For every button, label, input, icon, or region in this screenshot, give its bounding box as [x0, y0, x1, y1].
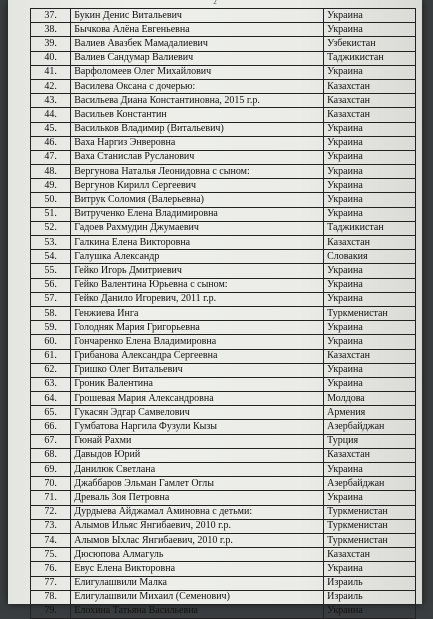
country-name: Казахстан	[324, 448, 416, 462]
row-number: 72.	[31, 505, 71, 519]
row-number: 67.	[31, 434, 71, 448]
row-number: 38.	[31, 23, 71, 37]
table-row	[31, 150, 416, 164]
table-row	[31, 548, 416, 562]
country-name: Украина	[324, 463, 416, 477]
person-name: Генжиева Инга	[71, 306, 324, 320]
table-row	[31, 519, 416, 533]
row-number: 65.	[31, 406, 71, 420]
table-row	[31, 278, 416, 292]
table-row	[31, 236, 416, 250]
table-row	[31, 363, 416, 377]
row-number: 66.	[31, 420, 71, 434]
country-name: Азербайджан	[324, 420, 416, 434]
table-row	[31, 51, 416, 65]
country-name: Казахстан	[324, 548, 416, 562]
person-name: Елигулашвили Михаил (Семенович)	[71, 590, 324, 604]
table-row	[31, 264, 416, 278]
country-name: Украина	[324, 321, 416, 335]
country-name: Украина	[324, 23, 416, 37]
person-name: Гейко Игорь Дмитриевич	[71, 264, 324, 278]
country-name: Туркменистан	[324, 306, 416, 320]
table-row	[31, 9, 416, 23]
table-row	[31, 463, 416, 477]
table-row	[31, 108, 416, 122]
row-number: 73.	[31, 519, 71, 533]
country-name: Туркменистан	[324, 519, 416, 533]
row-number: 77.	[31, 576, 71, 590]
person-name: Вергунов Кирилл Сергеевич	[71, 179, 324, 193]
country-name: Украина	[324, 278, 416, 292]
person-name: Данилюк Светлана	[71, 463, 324, 477]
table-row	[31, 562, 416, 576]
country-name: Украина	[324, 335, 416, 349]
country-name: Казахстан	[324, 349, 416, 363]
country-name: Украина	[324, 264, 416, 278]
country-name: Украина	[324, 193, 416, 207]
row-number: 46.	[31, 136, 71, 150]
row-number: 51.	[31, 207, 71, 221]
country-name: Украина	[324, 377, 416, 391]
person-name: Витрученко Елена Владимировна	[71, 207, 324, 221]
row-number: 61.	[31, 349, 71, 363]
country-name: Словакия	[324, 250, 416, 264]
country-name: Украина	[324, 65, 416, 79]
row-number: 71.	[31, 491, 71, 505]
person-name: Васильев Константин	[71, 108, 324, 122]
person-name: Василева Оксана с дочерью:	[71, 79, 324, 93]
table-row	[31, 420, 416, 434]
table-row	[31, 23, 416, 37]
person-name: Гришко Олег Витальевич	[71, 363, 324, 377]
row-number: 62.	[31, 363, 71, 377]
table-row	[31, 193, 416, 207]
person-name: Гроник Валентина	[71, 377, 324, 391]
row-number: 47.	[31, 150, 71, 164]
person-name: Гадоев Рахмудин Джумаевич	[71, 221, 324, 235]
row-number: 39.	[31, 37, 71, 51]
row-number: 69.	[31, 463, 71, 477]
row-number: 37.	[31, 9, 71, 23]
table-row	[31, 491, 416, 505]
row-number: 40.	[31, 51, 71, 65]
person-name: Вергунова Наталья Леонидовна с сыном:	[71, 165, 324, 179]
person-name: Елохина Татьяна Васильевна	[71, 604, 324, 618]
person-name: Бычкова Алёна Евгеньевна	[71, 23, 324, 37]
country-name: Туркменистан	[324, 505, 416, 519]
row-number: 42.	[31, 79, 71, 93]
person-name: Давыдов Юрий	[71, 448, 324, 462]
country-name: Украина	[324, 292, 416, 306]
person-name: Галушка Александр	[71, 250, 324, 264]
country-name: Украина	[324, 150, 416, 164]
row-number: 56.	[31, 278, 71, 292]
row-number: 52.	[31, 221, 71, 235]
row-number: 68.	[31, 448, 71, 462]
person-name: Алымов Ильяс Янгибаевич, 2010 г.р.	[71, 519, 324, 533]
row-number: 41.	[31, 65, 71, 79]
person-name: Грошевая Мария Александровна	[71, 392, 324, 406]
person-name: Васильков Владимир (Витальевич)	[71, 122, 324, 136]
person-name: Ваха Наргиз Энверовна	[71, 136, 324, 150]
person-name: Гюнай Рахми	[71, 434, 324, 448]
person-name: Дурдыева Айджамал Аминовна с детьми:	[71, 505, 324, 519]
table-row	[31, 65, 416, 79]
table-row	[31, 377, 416, 391]
country-name: Туркменистан	[324, 533, 416, 547]
person-name: Гончаренко Елена Владимировна	[71, 335, 324, 349]
row-number: 60.	[31, 335, 71, 349]
table-row	[31, 434, 416, 448]
person-name: Гукасян Эдгар Самвелович	[71, 406, 324, 420]
row-number: 43.	[31, 94, 71, 108]
row-number: 48.	[31, 165, 71, 179]
country-name: Таджикистан	[324, 221, 416, 235]
country-name: Украина	[324, 136, 416, 150]
row-number: 79.	[31, 604, 71, 618]
table-row	[31, 406, 416, 420]
country-name: Казахстан	[324, 236, 416, 250]
page-number: 2	[213, 0, 217, 6]
table-row	[31, 250, 416, 264]
row-number: 49.	[31, 179, 71, 193]
country-name: Украина	[324, 491, 416, 505]
person-name: Васильева Диана Константиновна, 2015 г.р.	[71, 94, 324, 108]
table-row	[31, 349, 416, 363]
row-number: 57.	[31, 292, 71, 306]
row-number: 70.	[31, 477, 71, 491]
table-row	[31, 79, 416, 93]
document-page	[8, 0, 422, 617]
country-name: Израиль	[324, 590, 416, 604]
table-row	[31, 335, 416, 349]
person-name: Ваха Станислав Русланович	[71, 150, 324, 164]
country-name: Украина	[324, 122, 416, 136]
table-row	[31, 392, 416, 406]
table-row	[31, 576, 416, 590]
table-row	[31, 165, 416, 179]
row-number: 64.	[31, 392, 71, 406]
table-row	[31, 306, 416, 320]
person-name: Витрук Соломия (Валерьевна)	[71, 193, 324, 207]
table-row	[31, 321, 416, 335]
country-name: Украина	[324, 207, 416, 221]
person-name: Дюсюпова Алмагуль	[71, 548, 324, 562]
table-row	[31, 505, 416, 519]
country-name: Казахстан	[324, 108, 416, 122]
table-row	[31, 179, 416, 193]
country-name: Украина	[324, 363, 416, 377]
person-name: Голодняк Мария Григорьевна	[71, 321, 324, 335]
row-number: 74.	[31, 533, 71, 547]
person-name: Гейко Данило Игоревич, 2011 г.р.	[71, 292, 324, 306]
country-name: Украина	[324, 165, 416, 179]
person-name: Древаль Зоя Петровна	[71, 491, 324, 505]
row-number: 59.	[31, 321, 71, 335]
table-row	[31, 37, 416, 51]
country-name: Молдова	[324, 392, 416, 406]
table-row	[31, 221, 416, 235]
person-name: Галкина Елена Викторовна	[71, 236, 324, 250]
row-number: 55.	[31, 264, 71, 278]
row-number: 76.	[31, 562, 71, 576]
table-row	[31, 122, 416, 136]
row-number: 58.	[31, 306, 71, 320]
row-number: 44.	[31, 108, 71, 122]
person-name: Грибанова Александра Сергеевна	[71, 349, 324, 363]
country-name: Израиль	[324, 576, 416, 590]
row-number: 54.	[31, 250, 71, 264]
person-name: Евус Елена Викторовна	[71, 562, 324, 576]
country-name: Азербайджан	[324, 477, 416, 491]
row-number: 45.	[31, 122, 71, 136]
country-name: Украина	[324, 9, 416, 23]
country-name: Украина	[324, 179, 416, 193]
row-number: 50.	[31, 193, 71, 207]
table-row	[31, 207, 416, 221]
roster-table-body	[31, 9, 416, 619]
table-row	[31, 292, 416, 306]
row-number: 78.	[31, 590, 71, 604]
table-row	[31, 448, 416, 462]
person-name: Джаббаров Эльман Гамлет Оглы	[71, 477, 324, 491]
row-number: 53.	[31, 236, 71, 250]
country-name: Таджикистан	[324, 51, 416, 65]
table-row	[31, 533, 416, 547]
table-row	[31, 604, 416, 618]
person-name: Гейко Валентина Юрьевна с сыном:	[71, 278, 324, 292]
country-name: Турция	[324, 434, 416, 448]
country-name: Узбекистан	[324, 37, 416, 51]
country-name: Казахстан	[324, 79, 416, 93]
country-name: Украина	[324, 604, 416, 618]
person-name: Валиев Сандумар Валиевич	[71, 51, 324, 65]
person-name: Гумбатова Наргила Фузули Кызы	[71, 420, 324, 434]
row-number: 63.	[31, 377, 71, 391]
table-row	[31, 590, 416, 604]
person-name: Елигулашвили Малка	[71, 576, 324, 590]
roster-table	[30, 8, 416, 619]
row-number: 75.	[31, 548, 71, 562]
person-name: Букин Денис Витальевич	[71, 9, 324, 23]
table-row	[31, 94, 416, 108]
person-name: Варфоломеев Олег Михайлович	[71, 65, 324, 79]
person-name: Валиев Авазбек Мамадалиевич	[71, 37, 324, 51]
country-name: Казахстан	[324, 94, 416, 108]
country-name: Украина	[324, 562, 416, 576]
table-row	[31, 477, 416, 491]
table-row	[31, 136, 416, 150]
person-name: Алымов Ыхлас Янгибаевич, 2010 г.р.	[71, 533, 324, 547]
country-name: Армения	[324, 406, 416, 420]
